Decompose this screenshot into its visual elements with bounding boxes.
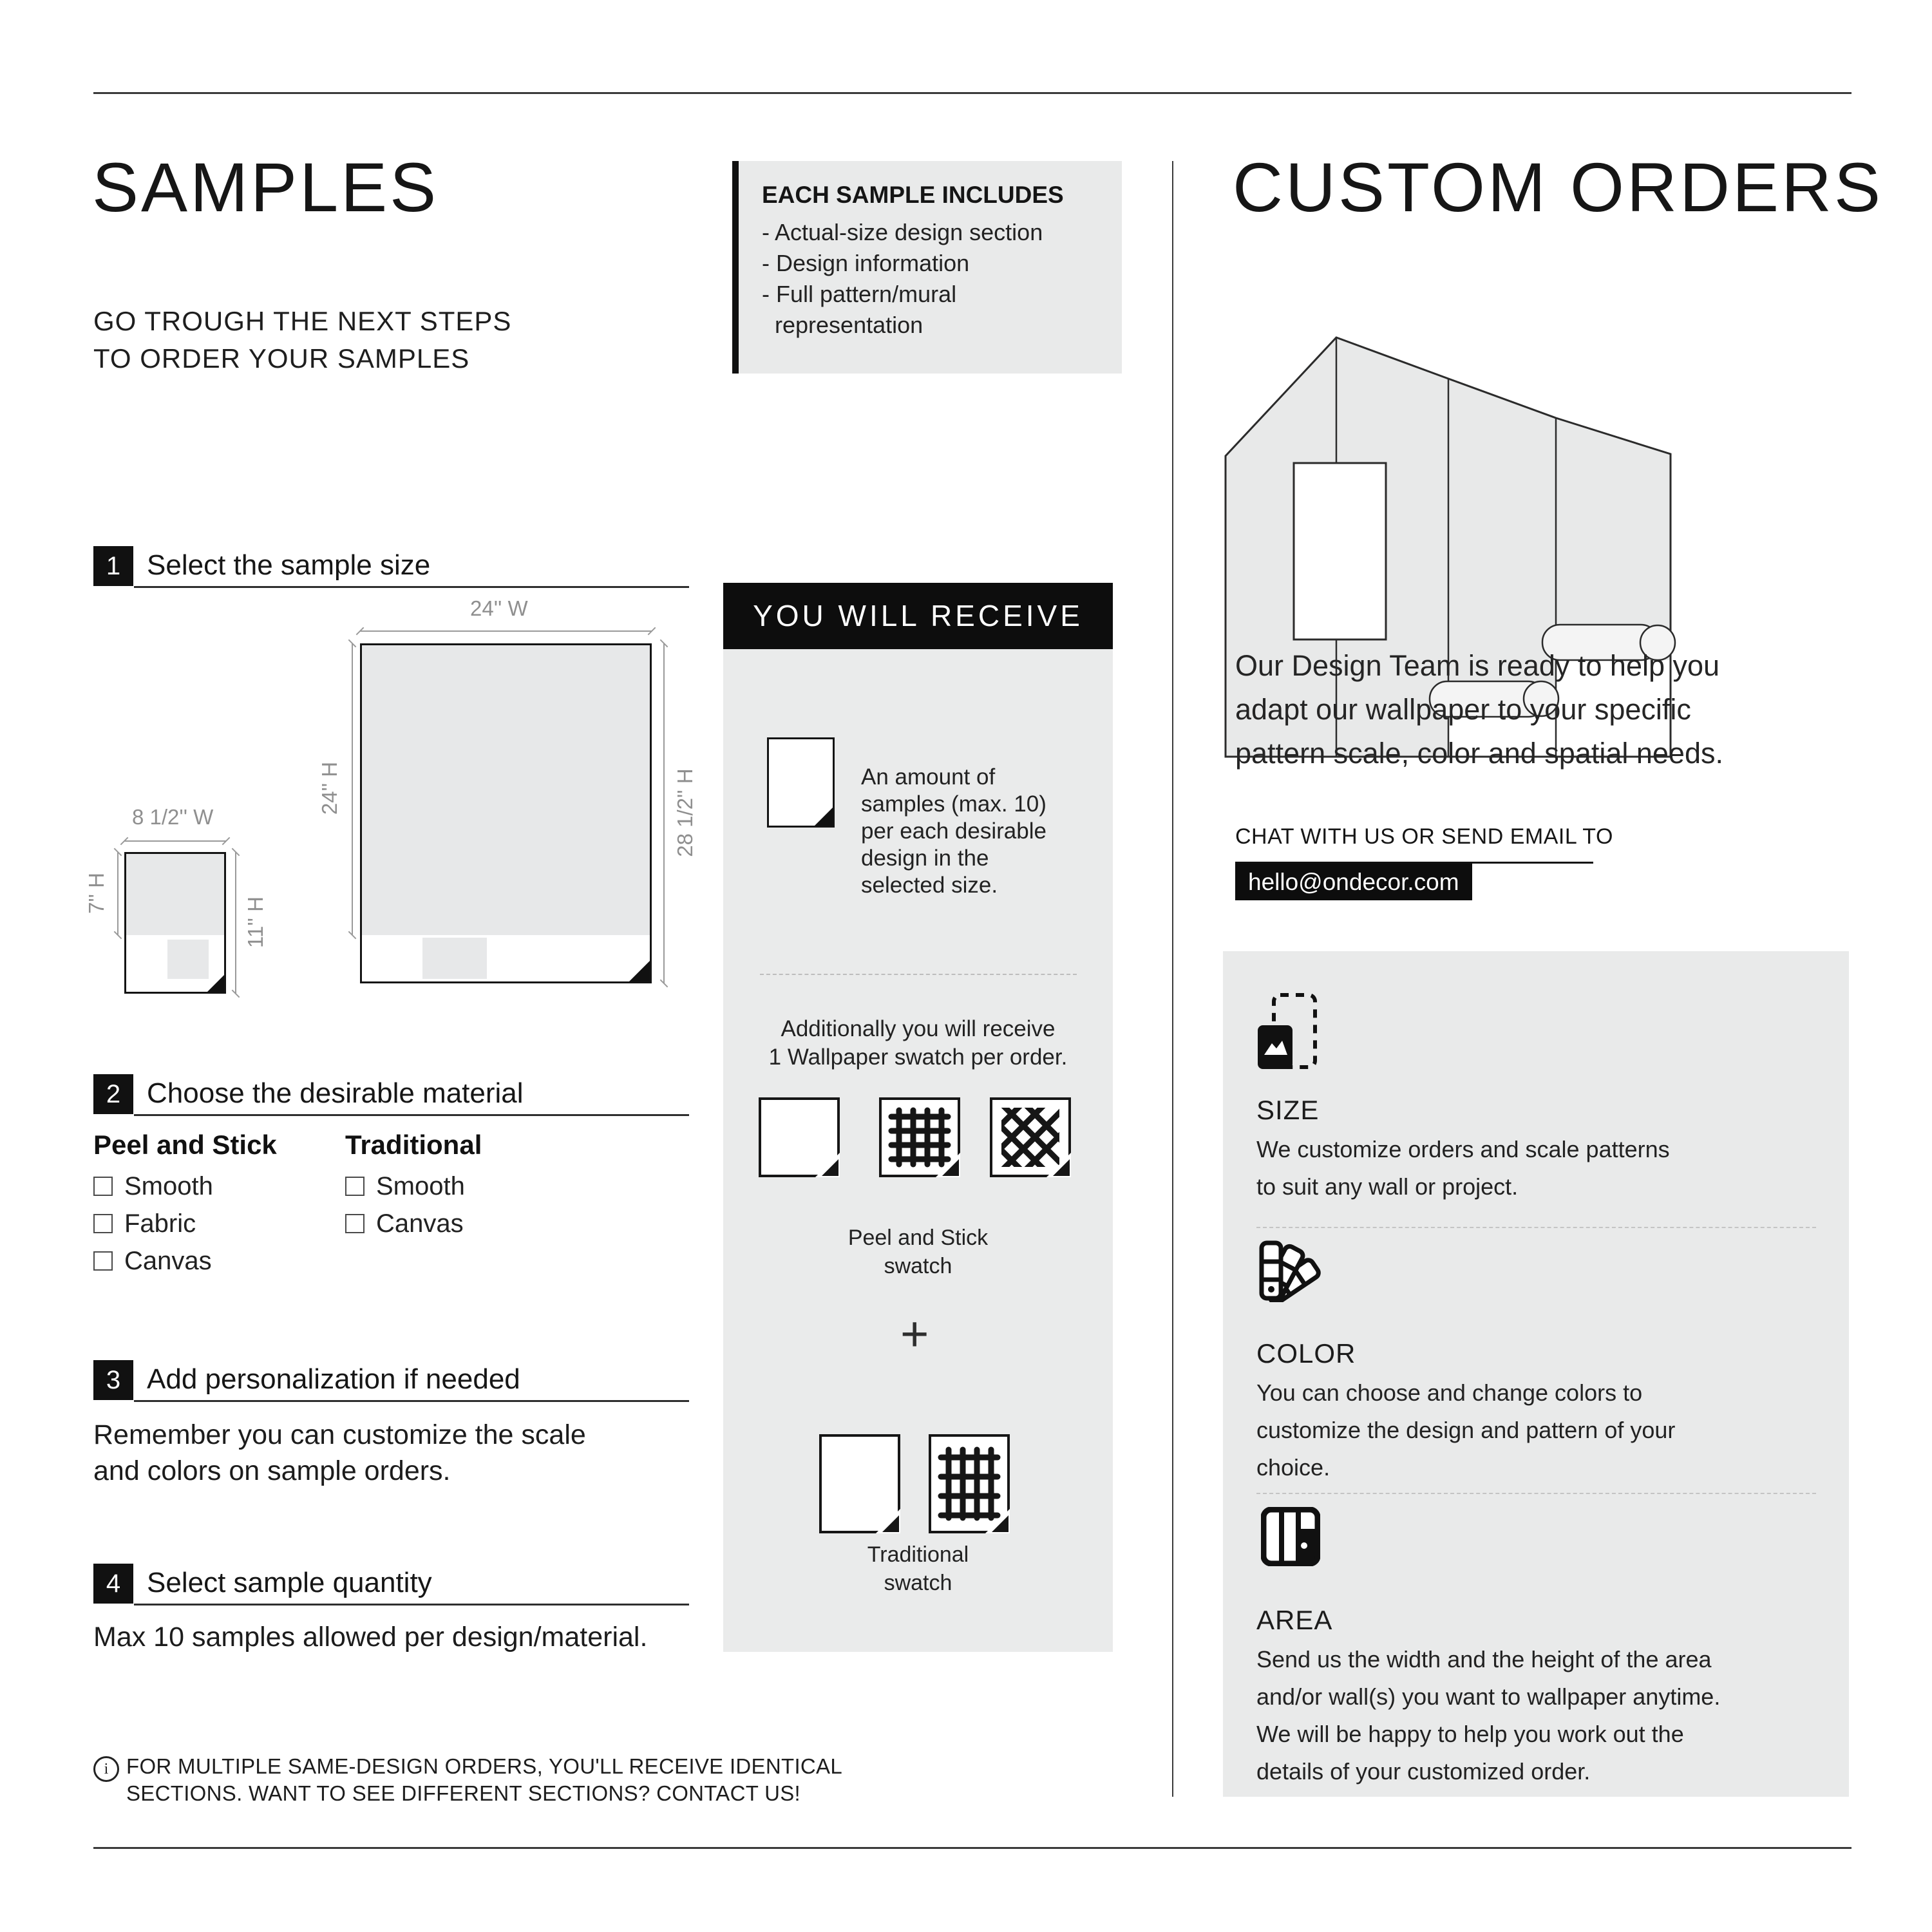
swatch-grid-icon (879, 1097, 960, 1177)
large-sample-fold-corner (629, 961, 650, 981)
option-label: Smooth (376, 1172, 465, 1200)
info-icon (93, 1756, 119, 1782)
step-3-text: Remember you can customize the scale and colors on sample orders. (93, 1419, 586, 1486)
step-4-title: Select sample quantity (147, 1567, 432, 1598)
small-height-right-label: 11'' H (243, 896, 267, 948)
step-3-underline (134, 1400, 689, 1402)
peel-and-stick-heading: Peel and Stick (93, 1130, 277, 1160)
small-sample-diagram (124, 852, 226, 994)
step-2-badge: 2 (93, 1074, 133, 1114)
email-address[interactable]: hello@ondecor.com (1235, 864, 1472, 900)
traditional-heading: Traditional (345, 1130, 482, 1160)
small-width-label: 8 1/2'' W (132, 805, 214, 829)
peel-option-fabric[interactable] (93, 1209, 196, 1238)
swatch-plain-tall-icon (819, 1434, 900, 1533)
feature-color-heading: COLOR (1256, 1338, 1356, 1368)
small-height-left-dim (117, 852, 118, 935)
large-sample-diagram (360, 643, 652, 983)
large-height-left-label: 24'' H (317, 761, 341, 815)
sample-sheet-icon (767, 737, 835, 828)
includes-title: EACH SAMPLE INCLUDES (762, 182, 1064, 208)
large-height-left-dim (352, 643, 353, 935)
feature-area-desc: Send us the width and the height of the area and/or wall(s) you want to wallpaper anytime. We will be happy to help you work out the details of your customized order. (1256, 1646, 1721, 1785)
small-height-left-label: 7'' H (84, 873, 108, 914)
peel-option-smooth[interactable] (93, 1172, 213, 1201)
large-height-right-dim (663, 643, 665, 983)
option-label: Smooth (124, 1172, 213, 1200)
step-2-title: Choose the desirable material (147, 1077, 524, 1109)
traditional-option-canvas[interactable] (345, 1209, 464, 1238)
large-width-label: 24'' W (470, 596, 528, 620)
option-label: Canvas (124, 1247, 212, 1275)
small-height-right-dim (235, 852, 236, 994)
step-1-badge: 1 (93, 546, 133, 586)
bottom-rule (93, 1847, 1852, 1849)
swatch-plain-icon (759, 1097, 840, 1177)
includes-item: representation (775, 312, 923, 338)
checkbox-icon[interactable] (93, 1177, 113, 1196)
includes-item: - Design information (762, 250, 970, 276)
additional-text: Additionally you will receive 1 Wallpaper swatch per order. (768, 1016, 1068, 1070)
size-crop-image-icon (1256, 993, 1317, 1069)
info-box-divider (1256, 1227, 1816, 1228)
step-4-underline (134, 1604, 689, 1605)
you-will-receive-header: YOU WILL RECEIVE (723, 583, 1113, 649)
top-rule (93, 92, 1852, 94)
includes-item: - Full pattern/mural (762, 281, 957, 307)
option-label: Fabric (124, 1209, 196, 1238)
checkbox-icon[interactable] (345, 1177, 365, 1196)
plus-sign: + (900, 1307, 929, 1361)
amount-text: An amount of samples (max. 10) per each desirable design in the selected size. (861, 764, 1046, 898)
includes-item: - Actual-size design section (762, 219, 1043, 245)
swatch-lattice-icon (990, 1097, 1071, 1177)
option-label: Canvas (376, 1209, 464, 1238)
feature-area-heading: AREA (1256, 1605, 1333, 1635)
info-box-divider (1256, 1493, 1816, 1494)
sheet-fold-corner (815, 808, 833, 826)
feature-size-heading: SIZE (1256, 1095, 1320, 1125)
custom-orders-title: CUSTOM ORDERS (1233, 148, 1884, 226)
checkbox-icon[interactable] (93, 1251, 113, 1271)
feature-size-desc: We customize orders and scale patterns to suit any wall or project. (1256, 1136, 1670, 1200)
includes-box-accent-bar (732, 161, 739, 374)
step-1-title: Select the sample size (147, 549, 431, 581)
step-4-badge: 4 (93, 1564, 133, 1604)
checkbox-icon[interactable] (345, 1214, 365, 1233)
panel-dashed-divider (760, 974, 1077, 975)
samples-subtitle: GO TROUGH THE NEXT STEPS TO ORDER YOUR SAMPLES (93, 306, 512, 374)
step-2-underline (134, 1114, 689, 1116)
large-sample-pattern-area (362, 645, 650, 935)
traditional-swatch-label: Traditional swatch (867, 1542, 969, 1595)
small-width-dim (124, 840, 226, 842)
footnote: FOR MULTIPLE SAME-DESIGN ORDERS, YOU'LL RECEIVE IDENTICAL SECTIONS. WANT TO SEE DIFFERENT SECTIONS? CONTACT US! (126, 1754, 843, 1805)
large-sample-inner-swatch (422, 938, 487, 979)
large-width-dim (360, 630, 652, 632)
swatch-grid-tall-icon (929, 1434, 1010, 1533)
small-sample-pattern-area (126, 854, 224, 935)
design-team-intro: Our Design Team is ready to help you adapt our wallpaper to your specific pattern scale, color and spatial needs. (1235, 649, 1723, 770)
column-divider (1172, 161, 1173, 1797)
feature-color-desc: You can choose and change colors to customize the design and pattern of your choice. (1256, 1379, 1676, 1481)
color-swatch-fan-icon (1259, 1240, 1323, 1302)
small-sample-fold-corner (207, 975, 224, 992)
step-1-underline (134, 586, 689, 588)
step-4-text: Max 10 samples allowed per design/material. (93, 1622, 648, 1653)
traditional-option-smooth[interactable] (345, 1172, 465, 1201)
step-3-badge: 3 (93, 1360, 133, 1400)
peel-swatch-label: Peel and Stick swatch (848, 1226, 989, 1278)
small-sample-inner-swatch (167, 940, 209, 979)
checkbox-icon[interactable] (93, 1214, 113, 1233)
large-height-right-label: 28 1/2'' H (673, 768, 697, 857)
wall-panels-door-icon (1261, 1507, 1320, 1566)
chat-label: CHAT WITH US OR SEND EMAIL TO (1235, 824, 1613, 849)
step-3-title: Add personalization if needed (147, 1363, 520, 1395)
samples-title: SAMPLES (92, 148, 439, 226)
peel-option-canvas[interactable] (93, 1247, 212, 1276)
